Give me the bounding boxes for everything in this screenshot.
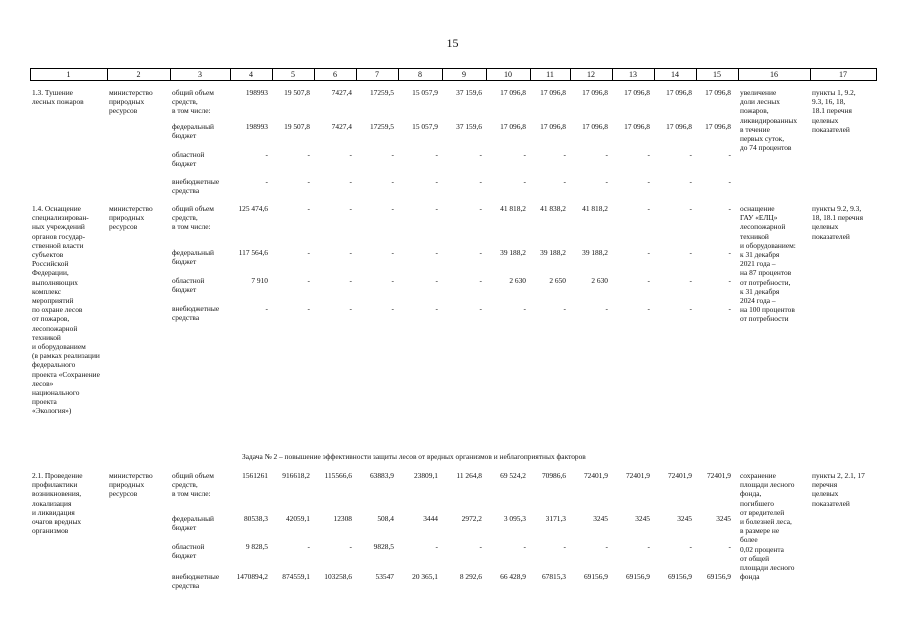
funding-value: - [689,204,692,213]
column-header: 9 [462,70,466,79]
funding-source-label: областной бюджет [172,276,205,295]
funding-value: 17 096,8 [540,88,566,97]
funding-value: - [307,177,310,186]
funding-value: 7 910 [251,276,268,285]
funding-value: - [391,177,394,186]
funding-value: 69156,9 [625,572,650,581]
expected-result: увеличение доли лесных пожаров, ликвидированных в течение первых суток, до 74 процентов [740,88,798,153]
funding-value: 42059,1 [285,514,310,523]
funding-value: - [728,248,731,257]
funding-value: - [563,304,566,313]
funding-value: 2 630 [591,276,608,285]
funding-source-label: федеральный бюджет [172,122,214,141]
target-indicators: пункты 1, 9.2, 9.3, 16, 18, 18.1 перечня целевых показателей [812,88,856,134]
column-header: 1 [66,70,71,79]
funding-value: - [307,248,310,257]
funding-value: - [435,177,438,186]
funding-value: - [391,150,394,159]
funding-value: 3 095,3 [503,514,526,523]
column-header: 13 [629,70,637,79]
funding-value: 198993 [245,122,268,131]
page-number: 15 [446,36,459,50]
funding-value: - [523,304,526,313]
funding-value: 72401,9 [583,471,608,480]
measure-name: 2.1. Проведение профилактики возникновения, локализация и ликвидация очагов вредных организмов [32,471,83,536]
funding-value: - [689,248,692,257]
funding-value: 41 838,2 [540,204,566,213]
funding-value: 103258,6 [324,572,352,581]
funding-value: 69156,9 [706,572,731,581]
funding-value: - [563,542,566,551]
funding-value: 17 096,8 [624,122,650,131]
funding-value: 72401,9 [706,471,731,480]
funding-value: 125 474,6 [238,204,268,213]
column-header: 7 [375,70,379,79]
column-header: 12 [587,70,595,79]
column-header: 2 [136,70,141,79]
funding-value: - [689,150,692,159]
funding-value: 7427,4 [331,88,352,97]
responsible-executor: министерство природных ресурсов [109,88,153,116]
funding-source-label: федеральный бюджет [172,514,214,533]
funding-value: - [349,204,352,213]
funding-value: 8 292,6 [459,572,482,581]
funding-value: - [647,248,650,257]
funding-value: - [647,276,650,285]
funding-value: 17 096,8 [500,88,526,97]
column-header: 15 [713,70,721,79]
funding-value: - [349,304,352,313]
funding-value: - [349,248,352,257]
funding-value: - [605,150,608,159]
funding-value: - [728,150,731,159]
measure-name: 1.4. Оснащение специализирован- ных учреждений органов государ- ственной власти субъектов Российской Федерации, выполняющих комплекс мероприятий по охране лесов от пожаров, лесопожарной техникой и оборудованием (в рамках реализации федерального проекта «Сохранение лесов» национального проекта «Экология») [32,204,100,416]
funding-value: 17259,5 [369,88,394,97]
funding-value: - [689,304,692,313]
funding-value: 17 096,8 [582,88,608,97]
funding-value: 72401,9 [667,471,692,480]
funding-value: - [265,304,268,313]
funding-value: 916618,2 [282,471,310,480]
funding-value: 198993 [245,88,268,97]
funding-value: - [523,542,526,551]
funding-value: 70986,6 [541,471,566,480]
funding-value: 12308 [333,514,352,523]
funding-value: - [349,276,352,285]
funding-value: - [307,542,310,551]
funding-value: - [728,204,731,213]
funding-value: - [435,150,438,159]
funding-value: 17 096,8 [582,122,608,131]
funding-value: 115566,6 [324,471,352,480]
target-indicators: пункты 2, 2.1, 17 перечня целевых показателей [812,471,865,508]
funding-value: 1561261 [242,471,268,480]
responsible-executor: министерство природных ресурсов [109,471,153,499]
funding-value: - [689,542,692,551]
funding-value: - [647,150,650,159]
funding-value: - [435,276,438,285]
funding-value: - [349,542,352,551]
funding-value: 39 188,2 [500,248,526,257]
funding-value: 37 159,6 [456,88,482,97]
funding-value: 3245 [677,514,692,523]
funding-value: - [647,204,650,213]
funding-source-label: внебюджетные средства [172,177,220,196]
funding-value: - [265,177,268,186]
funding-value: 1470894,2 [236,572,268,581]
funding-value: 66 428,9 [500,572,526,581]
funding-value: - [391,204,394,213]
funding-value: - [605,542,608,551]
funding-value: 874559,1 [282,572,310,581]
funding-value: - [563,177,566,186]
column-header: 16 [770,70,778,79]
funding-value: - [479,248,482,257]
funding-value: - [605,177,608,186]
funding-value: - [479,304,482,313]
expected-result: оснащение ГАУ «ЕЛЦ» лесопожарной техникой и оборудованием: к 31 декабря 2021 года – на 87 процентов от потребности, к 31 декабря 2024 года – на 100 процентов от потребности [740,204,796,324]
funding-value: - [728,276,731,285]
funding-value: 17 096,8 [705,88,731,97]
column-header: 14 [671,70,679,79]
funding-value: 3245 [635,514,650,523]
funding-source-label: внебюджетные средства [172,304,220,323]
funding-value: 15 057,9 [412,122,438,131]
funding-value: - [728,177,731,186]
funding-value: - [689,276,692,285]
funding-value: 63883,9 [369,471,394,480]
funding-value: - [523,150,526,159]
funding-value: - [605,304,608,313]
task-2-heading: Задача № 2 – повышение эффективности защиты лесов от вредных организмов и неблагоприятных факторов [242,452,586,461]
funding-value: - [479,204,482,213]
funding-value: 17 096,8 [540,122,566,131]
funding-value: - [728,542,731,551]
funding-value: 3245 [716,514,731,523]
funding-value: - [563,150,566,159]
funding-value: 19 507,8 [284,122,310,131]
funding-value: - [391,304,394,313]
funding-value: 17 096,8 [705,122,731,131]
funding-value: 41 818,2 [500,204,526,213]
funding-value: 39 188,2 [582,248,608,257]
funding-value: 41 818,2 [582,204,608,213]
funding-value: 69156,9 [667,572,692,581]
funding-value: - [349,177,352,186]
column-header: 6 [333,70,337,79]
funding-source-label: областной бюджет [172,542,205,561]
funding-value: 11 264,8 [456,471,482,480]
funding-value: - [307,276,310,285]
funding-value: 72401,9 [625,471,650,480]
funding-value: 17259,5 [369,122,394,131]
funding-value: 2972,2 [461,514,482,523]
funding-value: 23809,1 [413,471,438,480]
expected-result: сохранение площади лесного фонда, погибшего от вредителей и болезней леса, в размере не более 0,02 процента от общей площади лесного фонда [740,471,795,582]
responsible-executor: министерство природных ресурсов [109,204,153,232]
funding-value: 80538,3 [243,514,268,523]
funding-value: 3171,3 [545,514,566,523]
funding-source-label: областной бюджет [172,150,205,169]
funding-value: - [689,177,692,186]
funding-source-label: общий объем средств, в том числе: [172,204,214,232]
funding-value: 15 057,9 [412,88,438,97]
funding-value: 17 096,8 [624,88,650,97]
column-header: 5 [291,70,295,79]
funding-value: 39 188,2 [540,248,566,257]
funding-value: - [391,248,394,257]
column-header: 8 [418,70,422,79]
funding-value: - [647,304,650,313]
funding-value: 67815,3 [541,572,566,581]
funding-value: - [349,150,352,159]
funding-value: - [479,542,482,551]
column-header: 4 [249,70,253,79]
funding-value: - [307,204,310,213]
column-header: 17 [839,70,847,79]
funding-value: - [435,204,438,213]
funding-value: - [647,542,650,551]
funding-value: - [647,177,650,186]
funding-source-label: общий объем средств, в том числе: [172,471,214,499]
funding-value: 17 096,8 [666,122,692,131]
table-rule [876,68,877,81]
target-indicators: пункты 9.2, 9.3, 18, 18.1 перечня целевых показателей [812,204,863,241]
funding-value: 17 096,8 [500,122,526,131]
measure-name: 1.3. Тушение лесных пожаров [32,88,84,107]
funding-value: - [435,542,438,551]
funding-value: 2 630 [509,276,526,285]
funding-value: 69156,9 [583,572,608,581]
column-header: 11 [546,70,554,79]
funding-value: 9828,5 [373,542,394,551]
funding-source-label: общий объем средств, в том числе: [172,88,214,116]
funding-value: - [479,150,482,159]
funding-value: - [728,304,731,313]
funding-value: 37 159,6 [456,122,482,131]
funding-value: - [435,248,438,257]
funding-value: 9 828,5 [245,542,268,551]
funding-value: - [391,276,394,285]
funding-value: - [307,150,310,159]
funding-value: 53547 [375,572,394,581]
funding-value: - [479,177,482,186]
funding-value: 69 524,2 [500,471,526,480]
funding-source-label: федеральный бюджет [172,248,214,267]
funding-value: 17 096,8 [666,88,692,97]
funding-source-label: внебюджетные средства [172,572,220,591]
funding-value: 3245 [593,514,608,523]
funding-value: 117 564,6 [238,248,268,257]
funding-value: - [307,304,310,313]
funding-value: 508,4 [377,514,394,523]
funding-value: - [479,276,482,285]
funding-value: - [435,304,438,313]
funding-value: 20 365,1 [412,572,438,581]
funding-value: - [265,150,268,159]
funding-value: 3444 [423,514,438,523]
funding-value: - [523,177,526,186]
column-header: 3 [198,70,202,79]
funding-value: 2 650 [549,276,566,285]
funding-value: 7427,4 [331,122,352,131]
funding-value: 19 507,8 [284,88,310,97]
column-header: 10 [504,70,512,79]
